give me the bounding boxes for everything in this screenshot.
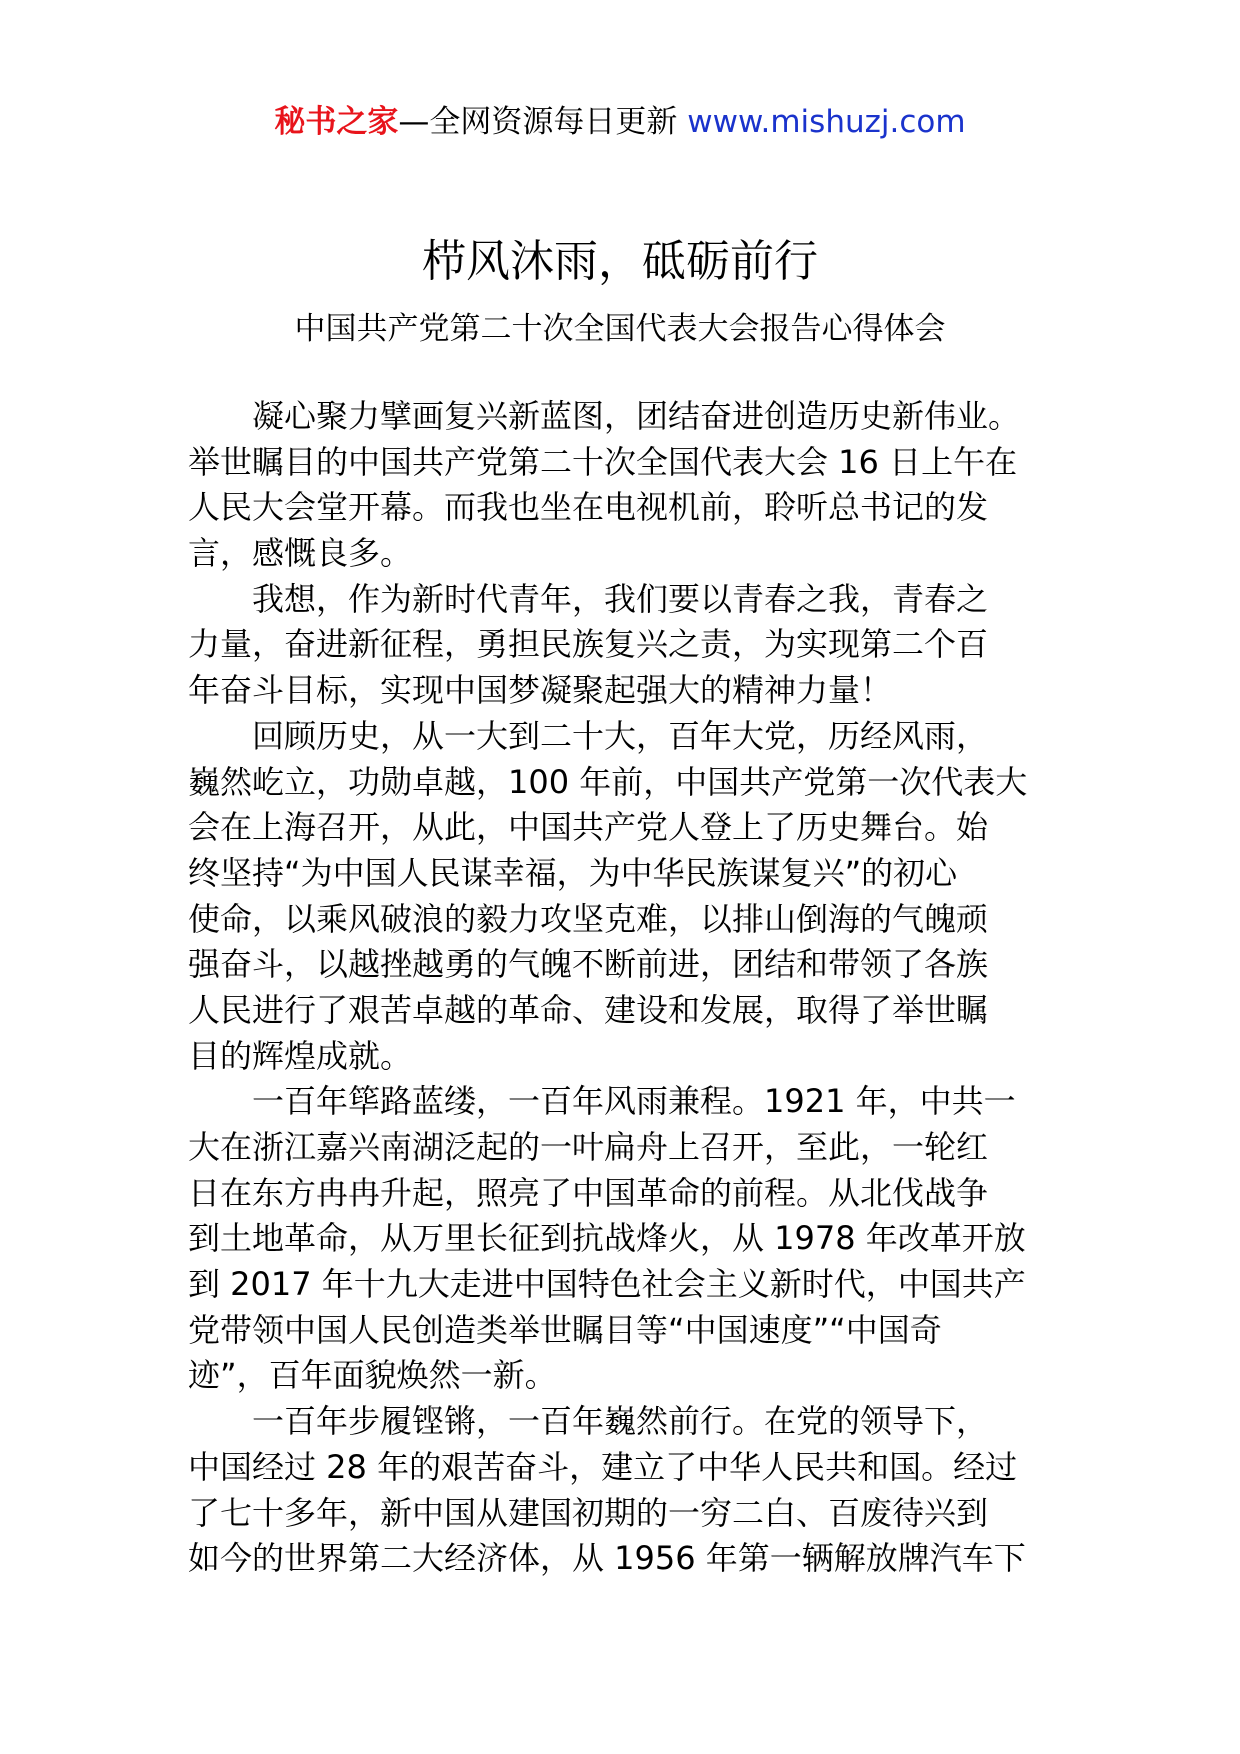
text-line: 凝心聚力擘画复兴新蓝图，团结奋进创造历史新伟业。: [252, 397, 1021, 435]
text-line: 迹”，百年面貌焕然一新。: [188, 1356, 557, 1395]
text-line: 强奋斗，以越挫越勇的气魄不断前进，团结和带领了各族: [188, 945, 989, 984]
text-line: 言，感慨良多。: [188, 534, 413, 573]
site-tagline: —全网资源每日更新: [398, 104, 688, 140]
text-line: 目的辉煌成就。: [188, 1036, 413, 1075]
text-line: 我想，作为新时代青年，我们要以青春之我，青春之: [252, 579, 989, 618]
site-header: [0, 100, 1240, 144]
text-line: 力量，奋进新征程，勇担民族复兴之责，为实现第二个百: [188, 625, 989, 664]
document-title: 栉风沐雨，砥砺前行: [422, 236, 818, 287]
text-line: 举世瞩目的中国共产党第二十次全国代表大会 16 日上午在: [188, 442, 1018, 481]
text-line: 回顾历史，从一大到二十大，百年大党，历经风雨，: [252, 716, 989, 755]
text-line: 巍然屹立，功勋卓越，100 年前，中国共产党第一次代表大: [188, 762, 1028, 801]
text-line: 中国经过 28 年的艰苦奋斗，建立了中华人民共和国。经过: [188, 1447, 1018, 1486]
text-line: 到 2017 年十九大走进中国特色社会主义新时代，中国共产: [188, 1265, 1026, 1304]
document-subtitle: 中国共产党第二十次全国代表大会报告心得体会: [294, 311, 946, 347]
text-line: 一百年筚路蓝缕，一百年风雨兼程。1921 年，中共一: [252, 1082, 1016, 1121]
text-line: 使命，以乘风破浪的毅力攻坚克难，以排山倒海的气魄顽: [188, 899, 989, 938]
document-body: [188, 394, 1068, 1582]
text-line: 年奋斗目标，实现中国梦凝聚起强大的精神力量！: [188, 671, 893, 710]
text-line: 大在浙江嘉兴南湖泛起的一叶扁舟上召开，至此，一轮红: [188, 1128, 989, 1166]
text-line: 如今的世界第二大经济体，从 1956 年第一辆解放牌汽车下: [188, 1539, 1026, 1578]
text-line: 终坚持“为中国人民谋幸福，为中华民族谋复兴”的初心: [188, 853, 958, 892]
text-line: 党带领中国人民创造类举世瞩目等“中国速度”“中国奇: [188, 1310, 942, 1349]
text-line: 了七十多年，新中国从建国初期的一穷二白、百废待兴到: [188, 1493, 989, 1532]
text-line: 人民进行了艰苦卓越的革命、建设和发展，取得了举世瞩: [188, 990, 989, 1029]
site-url-link[interactable]: www.mishuzj.com: [687, 104, 966, 140]
site-brand: 秘书之家: [274, 104, 399, 140]
text-line: 人民大会堂开幕。而我也坐在电视机前，聆听总书记的发: [188, 488, 989, 527]
text-line: 会在上海召开，从此，中国共产党人登上了历史舞台。始: [188, 808, 989, 847]
text-line: 到土地革命，从万里长征到抗战烽火，从 1978 年改革开放: [188, 1219, 1026, 1258]
text-line: 一百年步履铿锵，一百年巍然前行。在党的领导下，: [252, 1402, 989, 1441]
text-line: 日在东方冉冉升起，照亮了中国革命的前程。从北伐战争: [188, 1173, 989, 1212]
